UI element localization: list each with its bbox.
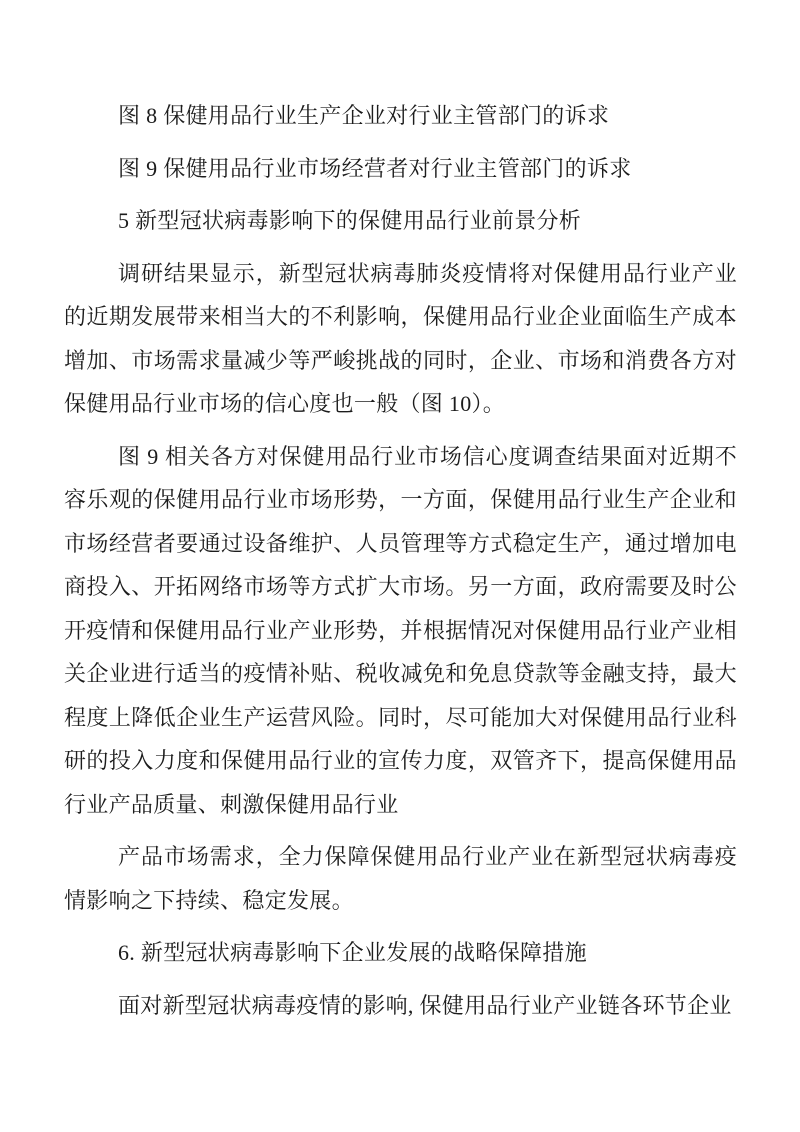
paragraph-body: 产品市场需求，全力保障保健用品行业产业在新型冠状病毒疫情影响之下持续、稳定发展。 bbox=[64, 844, 737, 913]
paragraph-body: 面对新型冠状病毒疫情的影响, 保健用品行业产业链各环节企业 bbox=[118, 992, 732, 1018]
paragraph-heading: 6. 新型冠状病毒影响下企业发展的战略保障措施 bbox=[118, 940, 587, 965]
paragraph-caption: 图 9 保健用品行业市场经营者对行业主管部门的诉求 bbox=[118, 155, 632, 181]
paragraph-body: 图 9 相关各方对保健用品行业市场信心度调查结果面对近期不容乐观的保健用品行业市场形势，一方面，保健用品行业生产企业和市场经营者要通过设备维护、人员管理等方式稳定生产，通过增加电商投入、开拓网络市场等方式扩大市场。另一方面，政府需要及时公开疫情和保健用品行业产业形势，并根据情况对保健用品行业产业相关企业进行适当的疫情补贴、税收减免和免息贷款等金融支持，最大程度上降低企业生产运营风险。同时，尽可能加大对保健用品行业科研的投入力度和保健用品行业的宣传力度，双管齐下，提高保健用品行业产品质量、刺激保健用品行业 bbox=[64, 443, 737, 817]
paragraph-body: 调研结果显示，新型冠状病毒肺炎疫情将对保健用品行业产业的近期发展带来相当大的不利影响，保健用品行业企业面临生产成本增加、市场需求量减少等严峻挑战的同时，企业、市场和消费各方对保健用品行业市场的信心度也一般（图 10）。 bbox=[64, 260, 737, 416]
paragraph-heading: 5 新型冠状病毒影响下的保健用品行业前景分析 bbox=[118, 208, 582, 233]
paragraph-caption: 图 8 保健用品行业生产企业对行业主管部门的诉求 bbox=[118, 103, 610, 128]
